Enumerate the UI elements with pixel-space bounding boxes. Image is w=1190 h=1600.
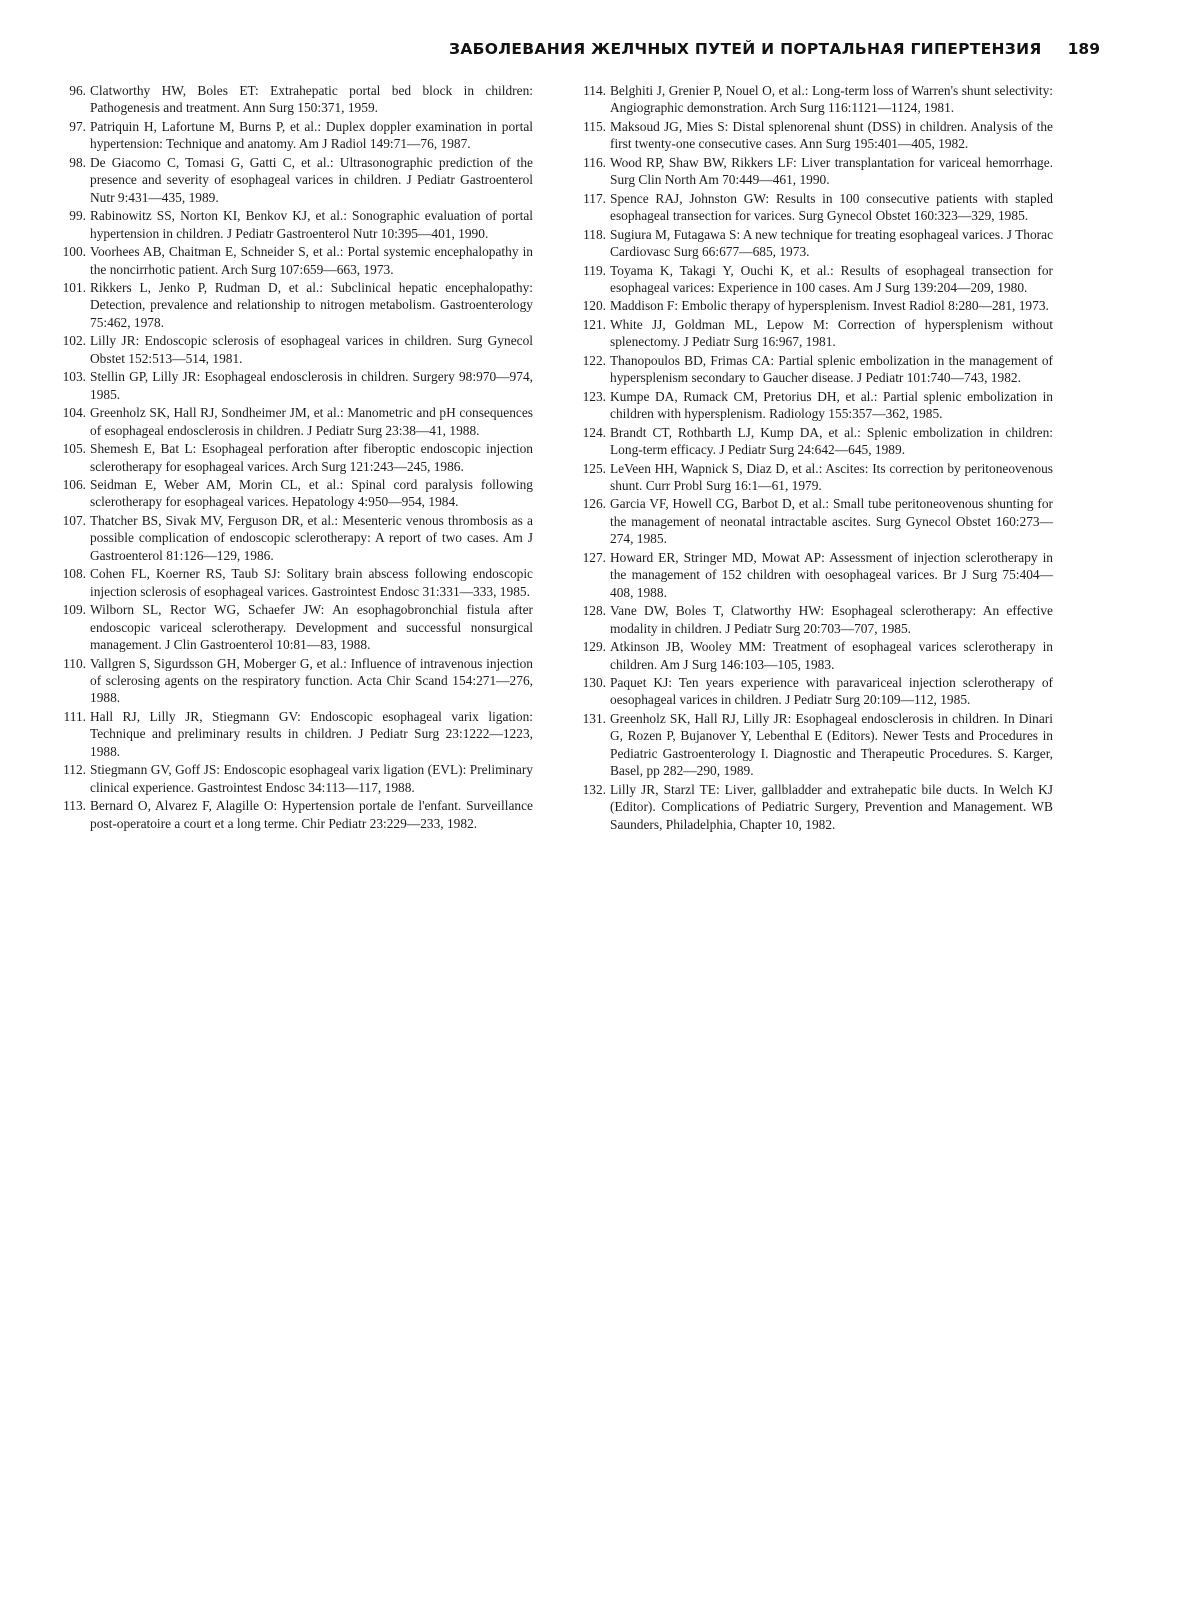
- reference-number: 111.: [63, 708, 86, 724]
- page-header: [360, 40, 1100, 64]
- reference-item: [578, 226, 1053, 261]
- reference-item: [578, 82, 1053, 117]
- reference-item: [58, 118, 533, 153]
- reference-item: [578, 781, 1053, 833]
- reference-item: [58, 404, 533, 439]
- reference-number: 116.: [583, 154, 606, 170]
- reference-number: 126.: [582, 496, 606, 512]
- reference-item: [578, 190, 1053, 225]
- reference-number: 120.: [582, 298, 606, 314]
- reference-text: Thanopoulos BD, Frimas CA: Partial splenic embolization in the management of hypersplenism secondary to Gaucher disease. J Pediatr 101:740—743, 1982.: [610, 352, 1053, 386]
- reference-text: Wood RP, Shaw BW, Rikkers LF: Liver transplantation for variceal hemorrhage. Surg Clin North Am 70:449—461, 1990.: [610, 154, 1053, 188]
- reference-item: [58, 154, 533, 206]
- reference-number: 103.: [62, 369, 86, 385]
- reference-item: [578, 602, 1053, 637]
- reference-number: 117.: [583, 190, 606, 206]
- reference-item: [578, 424, 1053, 459]
- reference-number: 106.: [62, 476, 86, 492]
- reference-number: 108.: [62, 566, 86, 582]
- reference-number: 105.: [62, 441, 86, 457]
- running-title: ЗАБОЛЕВАНИЯ ЖЕЛЧНЫХ ПУТЕЙ И ПОРТАЛЬНАЯ ГИПЕРТЕНЗИЯ: [449, 40, 1042, 58]
- reference-item: [578, 460, 1053, 495]
- reference-item: [578, 710, 1053, 780]
- reference-number: 124.: [582, 424, 606, 440]
- reference-item: [578, 316, 1053, 351]
- reference-number: 132.: [582, 781, 606, 797]
- reference-number: 130.: [582, 674, 606, 690]
- reference-item: [58, 601, 533, 653]
- reference-text: Brandt CT, Rothbarth LJ, Kump DA, et al.: Splenic embolization in children: Long-term efficacy. J Pediatr Surg 24:642—645, 1989.: [610, 424, 1053, 458]
- reference-text: Spence RAJ, Johnston GW: Results in 100 consecutive patients with stapled esophageal transection for varices. Surg Gynecol Obstet 160:323—329, 1985.: [610, 190, 1053, 224]
- reference-text: LeVeen HH, Wapnick S, Diaz D, et al.: Ascites: Its correction by peritoneovenous shunt. Curr Probl Surg 16:1—61, 1979.: [610, 460, 1053, 493]
- reference-text: Seidman E, Weber AM, Morin CL, et al.: Spinal cord paralysis following sclerotherapy for esophageal varices. Hepatology 4:950—954, 1984.: [90, 476, 533, 510]
- reference-text: White JJ, Goldman ML, Lepow M: Correction of hypersplenism without splenectomy. J Pediatr Surg 16:967, 1981.: [610, 316, 1053, 350]
- reference-number: 125.: [582, 460, 606, 476]
- reference-number: 109.: [62, 602, 86, 618]
- reference-number: 118.: [583, 226, 606, 242]
- reference-text: Lilly JR, Starzl TE: Liver, gallbladder and extrahepatic bile ducts. In Welch KJ (Editor). Complications of Pediatric Surgery, Prevention and Management. WB Saunders, Philadelphia, Chapter 10, 1982.: [610, 781, 1053, 832]
- reference-number: 112.: [63, 762, 86, 778]
- reference-item: [578, 154, 1053, 189]
- reference-item: [58, 761, 533, 796]
- reference-item: [58, 565, 533, 600]
- reference-number: 123.: [582, 388, 606, 404]
- reference-number: 129.: [582, 639, 606, 655]
- reference-item: [58, 797, 533, 832]
- reference-text: De Giacomo C, Tomasi G, Gatti C, et al.: Ultrasonographic prediction of the presence and severity of esophageal varices in children. J Pediatr Gastroenterol Nutr 9:431—435, 1989.: [90, 154, 533, 205]
- reference-text: Shemesh E, Bat L: Esophageal perforation after fiberoptic endoscopic injection sclerotherapy for esophageal varices. Arch Surg 121:243—245, 1986.: [90, 441, 533, 474]
- reference-text: Stellin GP, Lilly JR: Esophageal endosclerosis in children. Surgery 98:970—974, 1985.: [90, 369, 533, 402]
- reference-text: Thatcher BS, Sivak MV, Ferguson DR, et al.: Mesenteric venous thrombosis as a possible complication of endoscopic sclerotherapy: A report of two cases. Am J Gastroenterol 81:126—129, 1986.: [90, 512, 533, 563]
- reference-text: Bernard O, Alvarez F, Alagille O: Hypertension portale de l'enfant. Surveillance post-operatoire a court et a long terme. Chir Pediatr 23:229—233, 1982.: [90, 798, 533, 831]
- reference-item: [58, 476, 533, 511]
- reference-number: 100.: [62, 244, 86, 260]
- reference-text: Maddison F: Embolic therapy of hypersplenism. Invest Radiol 8:280—281, 1973.: [610, 298, 1049, 314]
- reference-item: [578, 638, 1053, 673]
- reference-text: Atkinson JB, Wooley MM: Treatment of esophageal varices sclerotherapy in children. Am J Surg 146:103—105, 1983.: [610, 639, 1053, 672]
- reference-number: 107.: [62, 512, 86, 528]
- reference-text: Patriquin H, Lafortune M, Burns P, et al.: Duplex doppler examination in portal hypertension: Technique and anatomy. Am J Radiol 149:71—76, 1987.: [90, 118, 533, 152]
- reference-number: 115.: [583, 118, 606, 134]
- reference-number: 110.: [63, 655, 86, 671]
- reference-text: Vallgren S, Sigurdsson GH, Moberger G, et al.: Influence of intravenous injection of sclerosing agents on the respiratory function. Acta Chir Scand 154:271—276, 1988.: [90, 655, 533, 706]
- reference-number: 104.: [62, 405, 86, 421]
- references-column-right: [578, 82, 1053, 834]
- reference-text: Vane DW, Boles T, Clatworthy HW: Esophageal sclerotherapy: An effective modality in children. J Pediatr Surg 20:703—707, 1985.: [610, 603, 1053, 636]
- reference-number: 127.: [582, 549, 606, 565]
- reference-number: 102.: [62, 333, 86, 349]
- reference-item: [578, 674, 1053, 709]
- reference-number: 99.: [69, 208, 86, 224]
- reference-text: Hall RJ, Lilly JR, Stiegmann GV: Endoscopic esophageal varix ligation: Technique and preliminary results in children. J Pediatr Surg 23:1222—1223, 1988.: [90, 708, 533, 759]
- reference-number: 121.: [582, 316, 606, 332]
- reference-number: 119.: [583, 262, 606, 278]
- reference-item: [578, 549, 1053, 601]
- reference-number: 97.: [69, 118, 86, 134]
- reference-number: 131.: [582, 710, 606, 726]
- reference-item: [58, 708, 533, 760]
- page-number: 189: [1067, 40, 1100, 58]
- reference-text: Cohen FL, Koerner RS, Taub SJ: Solitary brain abscess following endoscopic injection sclerosis of esophageal varices. Gastrointest Endosc 31:331—333, 1985.: [90, 566, 533, 599]
- reference-text: Kumpe DA, Rumack CM, Pretorius DH, et al.: Partial splenic embolization in children with hypersplenism. Radiology 155:357—362, 1985.: [610, 388, 1053, 422]
- reference-text: Paquet KJ: Ten years experience with paravariceal injection sclerotherapy of oesophageal varices in children. J Pediatr Surg 20:109—112, 1985.: [610, 674, 1053, 708]
- reference-text: Clatworthy HW, Boles ET: Extrahepatic portal bed block in children: Pathogenesis and treatment. Ann Surg 150:371, 1959.: [90, 83, 533, 116]
- reference-text: Rikkers L, Jenko P, Rudman D, et al.: Subclinical hepatic encephalopathy: Detection, prevalence and relationship to nitrogen metabolism. Gastroenterology 75:462, 1978.: [90, 279, 533, 330]
- reference-item: [578, 388, 1053, 423]
- reference-number: 98.: [69, 154, 86, 170]
- reference-item: [58, 207, 533, 242]
- reference-text: Howard ER, Stringer MD, Mowat AP: Assessment of injection sclerotherapy in the management of 152 children with oesophageal varices. Br J Surg 75:404—408, 1988.: [610, 549, 1053, 600]
- reference-text: Lilly JR: Endoscopic sclerosis of esophageal varices in children. Surg Gynecol Obstet 152:513—514, 1981.: [90, 333, 533, 366]
- reference-item: [578, 495, 1053, 547]
- reference-text: Toyama K, Takagi Y, Ouchi K, et al.: Results of esophageal transection for esophageal varices: Experience in 100 cases. Am J Surg 139:204—209, 1980.: [610, 262, 1053, 295]
- reference-text: Garcia VF, Howell CG, Barbot D, et al.: Small tube peritoneovenous shunting for the management of neonatal intractable ascites. Surg Gynecol Obstet 160:273—274, 1985.: [610, 496, 1053, 547]
- reference-item: [58, 512, 533, 564]
- reference-number: 96.: [69, 83, 86, 98]
- reference-text: Greenholz SK, Hall RJ, Lilly JR: Esophageal endosclerosis in children. In Dinari G, Rozen P, Bujanover Y, Lebenthal E (Editors). Newer Tests and Procedures in Pediatric Gastroenterology I. Diagnostic and Therapeutic Procedures. S. Karger, Basel, pp 282—290, 1989.: [610, 710, 1053, 779]
- reference-item: [58, 332, 533, 367]
- reference-item: [58, 279, 533, 331]
- reference-text: Belghiti J, Grenier P, Nouel O, et al.: Long-term loss of Warren's shunt selectivity: Angiographic demonstration. Arch Surg 116:1121—1124, 1981.: [610, 83, 1053, 116]
- reference-text: Greenholz SK, Hall RJ, Sondheimer JM, et al.: Manometric and pH consequences of esophageal endosclerosis in children. J Pediatr Surg 23:38—41, 1988.: [90, 405, 533, 438]
- reference-text: Voorhees AB, Chaitman E, Schneider S, et al.: Portal systemic encephalopathy in the noncirrhotic patient. Arch Surg 107:659—663, 1973.: [90, 244, 533, 277]
- reference-item: [578, 118, 1053, 153]
- references-column-left: [58, 82, 533, 833]
- reference-text: Wilborn SL, Rector WG, Schaefer JW: An esophagobronchial fistula after endoscopic variceal sclerotherapy. Development and successful nonsurgical management. J Clin Gastroenterol 10:81—83, 1988.: [90, 602, 533, 653]
- reference-number: 128.: [582, 603, 606, 619]
- reference-number: 114.: [583, 83, 606, 98]
- reference-item: [58, 655, 533, 707]
- reference-item: [578, 352, 1053, 387]
- reference-item: [58, 82, 533, 117]
- reference-text: Stiegmann GV, Goff JS: Endoscopic esophageal varix ligation (EVL): Preliminary clinical experience. Gastrointest Endosc 34:113—117, 1988.: [90, 762, 533, 795]
- reference-number: 101.: [62, 279, 86, 295]
- reference-item: [578, 297, 1053, 314]
- reference-item: [58, 243, 533, 278]
- reference-item: [578, 262, 1053, 297]
- reference-item: [58, 368, 533, 403]
- reference-number: 122.: [582, 352, 606, 368]
- reference-text: Sugiura M, Futagawa S: A new technique for treating esophageal varices. J Thorac Cardiovasc Surg 66:677—685, 1973.: [610, 226, 1054, 260]
- reference-text: Rabinowitz SS, Norton KI, Benkov KJ, et al.: Sonographic evaluation of portal hypertension in children. J Pediatr Gastroenterol Nutr 10:395—401, 1990.: [90, 208, 533, 241]
- reference-item: [58, 440, 533, 475]
- reference-number: 113.: [63, 798, 86, 814]
- reference-text: Maksoud JG, Mies S: Distal splenorenal shunt (DSS) in children. Analysis of the first twenty-one consecutive cases. Ann Surg 195:401—405, 1982.: [610, 118, 1053, 152]
